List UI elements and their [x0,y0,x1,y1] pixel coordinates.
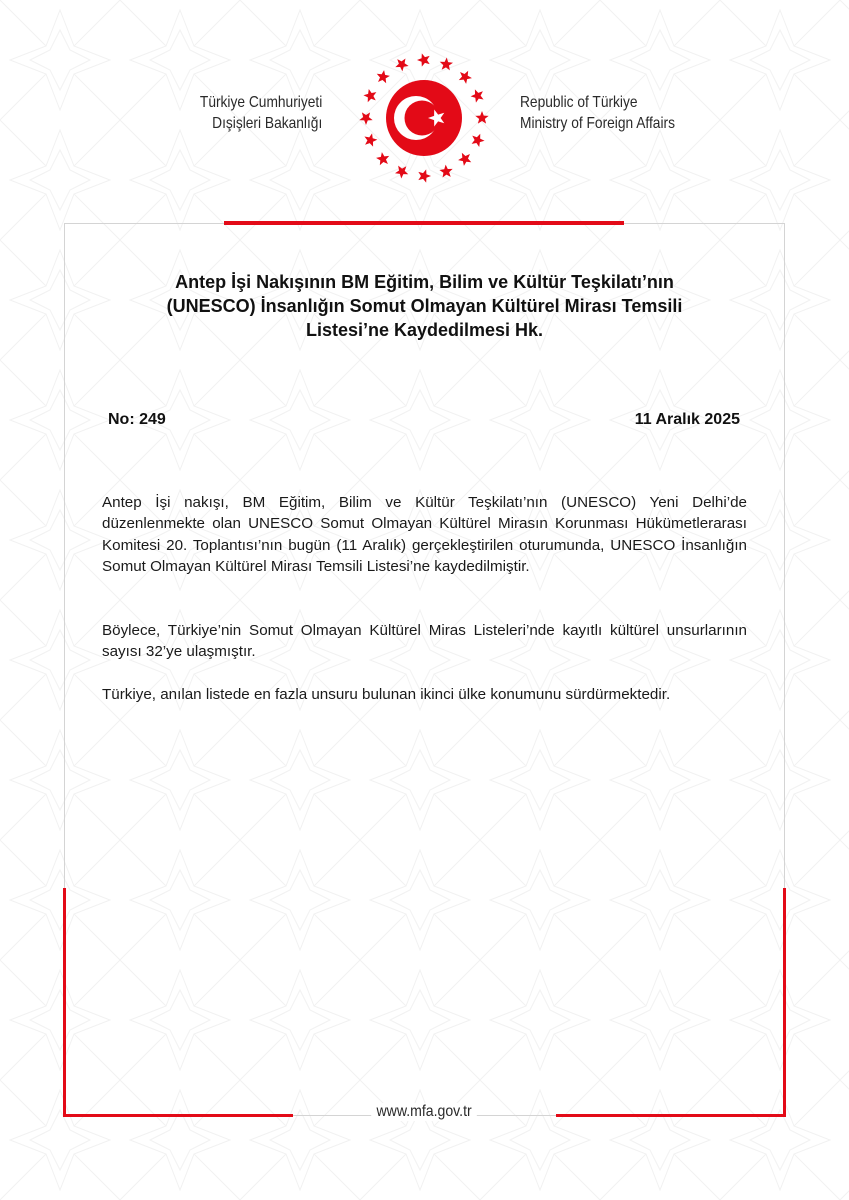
document-date: 11 Aralık 2025 [634,411,740,428]
document-title [100,270,749,342]
body-paragraph: Türkiye, anılan listede en fazla unsuru bulunan ikinci ülke konumunu sürdürmektedir. [102,686,671,703]
frame-top-accent-line [224,221,624,225]
seal-star-icon [475,111,488,124]
document-title-line3: Listesi’ne Kaydedilmesi Hk. [305,320,544,340]
seal-star-icon [395,58,408,71]
seal-star-icon [359,112,372,125]
frame-top-left-line [64,223,224,224]
body-paragraph: Antep İşi nakışı, BM Eğitim, Bilim ve Kültür Teşkilatı’nın (UNESCO) Yeni Delhi’de düzenlenmekte olan UNESCO Somut Olmayan Kültürel Mirasın Korunması Hükümetlerarası Komitesi 20. Toplantısı’nın bugün (11 Aralık) gerçekleştirilen oturumunda, UNESCO İnsanlığın Somut Olmayan Kültürel Mirası Temsili Listesi’ne kaydedilmiştir. [102,494,747,575]
seal-star-icon [459,71,472,84]
seal-star-icon [440,57,453,70]
document-title-line2: (UNESCO) İnsanlığın Somut Olmayan Kültürel Mirası Temsili [166,296,683,316]
seal-star-icon [395,166,408,179]
seal-star-icon [472,134,485,147]
seal-star-icon [458,153,471,166]
org-name-english-line2: Ministry of Foreign Affairs [520,115,675,132]
frame-left-line [64,223,65,888]
document-title-line1: Antep İşi Nakışının BM Eğitim, Bilim ve Kültür Teşkilatı’nın [175,272,674,292]
org-name-english-line1: Republic of Türkiye [520,94,638,111]
seal-star-icon [439,165,452,178]
seal-star-icon [364,133,377,146]
footer-website[interactable] [0,1103,849,1121]
seal-star-icon [376,152,389,165]
frame-left-accent-line [63,888,66,1117]
frame-top-right-line [624,223,785,224]
org-name-turkish [200,92,322,134]
seal-star-icon [471,89,484,102]
org-name-turkish-line1: Türkiye Cumhuriyeti [199,94,322,111]
seal-star-icon [417,53,430,66]
letterhead [0,0,849,200]
seal-star-icon [363,89,376,102]
seal-star-icon [418,169,431,182]
footer-website-link[interactable]: www.mfa.gov.tr [372,1103,478,1121]
org-name-turkish-line2: Dışişleri Bakanlığı [211,115,322,132]
frame-right-accent-line [783,888,786,1117]
seal-star-icon [377,70,390,83]
org-name-english [520,92,675,134]
document-number: No: 249 [108,411,166,428]
frame-right-line [784,223,785,888]
ministry-seal-icon [350,44,498,192]
body-paragraph: Böylece, Türkiye’nin Somut Olmayan Kültürel Miras Listeleri’nde kayıtlı kültürel unsurlarının sayısı 32’ye ulaşmıştır. [102,622,747,661]
